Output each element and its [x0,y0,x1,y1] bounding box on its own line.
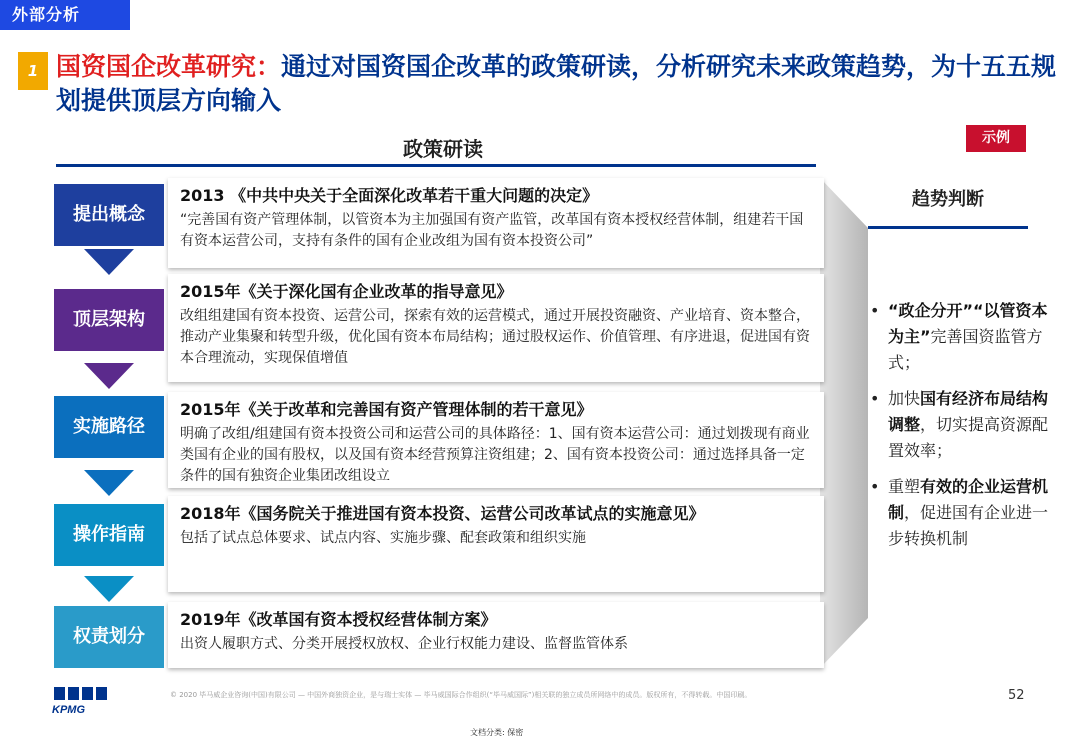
trend-item-text: ，促进国有企业进一步转换机制 [888,503,1049,548]
policy-description: 包括了试点总体要求、试点内容、实施步骤、配套政策和组织实施 [180,530,586,546]
trend-divider [868,226,1028,229]
trend-item [862,298,1052,376]
down-arrow-icon [84,249,134,275]
step-implementation-path: 实施路径 [54,396,164,458]
down-arrow-icon [84,363,134,389]
title-red-part: 国资国企改革研究： [56,52,282,81]
policy-description: 明确了改组/组建国有资本投资公司和运营公司的具体路径：1、国有资本运营公司：通过划拨现有商业类国有企业的国有股权，以及国有资本经营预算注资组建；2、国有资本投资公司：通过选择具备一定条件的国有独资企业集团改组设立 [180,426,810,484]
trend-item-text: ，切实提高资源配置效率； [888,415,1049,460]
flow-chevron-shape [820,178,868,668]
bullet-icon: • [870,301,880,320]
step-top-architecture: 顶层架构 [54,289,164,351]
page-number: 52 [1008,688,1025,703]
policy-description: 改组组建国有资本投资、运营公司，探索有效的运营模式，通过开展投资融资、产业培育、资本整合，推动产业集聚和转型升级，优化国有资本布局结构；通过股权运作、价值管理、有序进退，促进国有资本合理流动，实现保值增值 [180,308,810,366]
down-arrow-icon [84,470,134,496]
logo-text: KPMG [52,704,85,715]
policy-heading: 政策研读 [403,137,483,161]
trend-item-lead: 加快 [888,389,921,408]
copyright-notice: © 2020 毕马威企业咨询(中国)有限公司 — 中国外商独资企业，是与瑞士实体 — 毕马威国际合作组织(“毕马威国际”)相关联的独立成员所网络中的成员。版权所有，不得转载。中国印刷。 [170,691,752,699]
policy-description: 出资人履职方式、分类开展授权放权、企业行权能力建设、监督监管体系 [180,636,628,652]
step-rights-division: 权责划分 [54,606,164,668]
policy-row-2015b [168,392,824,488]
bullet-icon: • [870,477,880,496]
trend-item-lead: 重塑 [888,477,921,496]
trend-item [862,386,1052,464]
trend-item [862,474,1052,552]
bullet-icon: • [870,389,880,408]
policy-description: “完善国有资产管理体制，以管资本为主加强国有资产监管，改革国有资本授权经营体制，组建若干国有资本运营公司，支持有条件的国有企业改组为国有资本投资公司” [180,212,804,249]
policy-title: 2015年《关于改革和完善国有资产管理体制的若干意见》 [180,400,593,419]
trend-list [862,298,1052,562]
section-tag: 外部分析 [0,0,130,30]
document-classification: 文档分类: 保密 [470,728,524,737]
trend-item-bold: “政企分开”“以管资本为主” [888,301,1048,346]
policy-title: 2018年《国务院关于推进国有资本投资、运营公司改革试点的实施意见》 [180,504,705,523]
step-propose-concept: 提出概念 [54,184,164,246]
trend-item-text: 完善国资监管方式； [888,327,1043,372]
sample-badge: 示例 [966,125,1026,152]
policy-row-2018 [168,496,824,592]
kpmg-logo [52,685,112,715]
trend-item-bold: 有效的企业运营机制 [888,477,1049,522]
page-title [56,50,1066,118]
policy-row-2019 [168,602,824,668]
policy-divider [56,164,816,167]
policy-title: 2013 《中共中央关于全面深化改革若干重大问题的决定》 [180,186,599,205]
policy-title: 2019年《改革国有资本授权经营体制方案》 [180,610,497,629]
trend-heading: 趋势判断 [912,189,984,210]
trend-item-bold: 国有经济布局结构调整 [888,389,1049,434]
policy-row-2013 [168,178,824,268]
section-number-badge: 1 [18,52,48,90]
policy-row-2015a [168,274,824,382]
policy-title: 2015年《关于深化国有企业改革的指导意见》 [180,282,513,301]
down-arrow-icon [84,576,134,602]
step-operating-guide: 操作指南 [54,504,164,566]
title-blue-part: 通过对国资国企改革的政策研读，分析研究未来政策趋势，为十五五规划提供顶层方向输入 [56,52,1057,115]
